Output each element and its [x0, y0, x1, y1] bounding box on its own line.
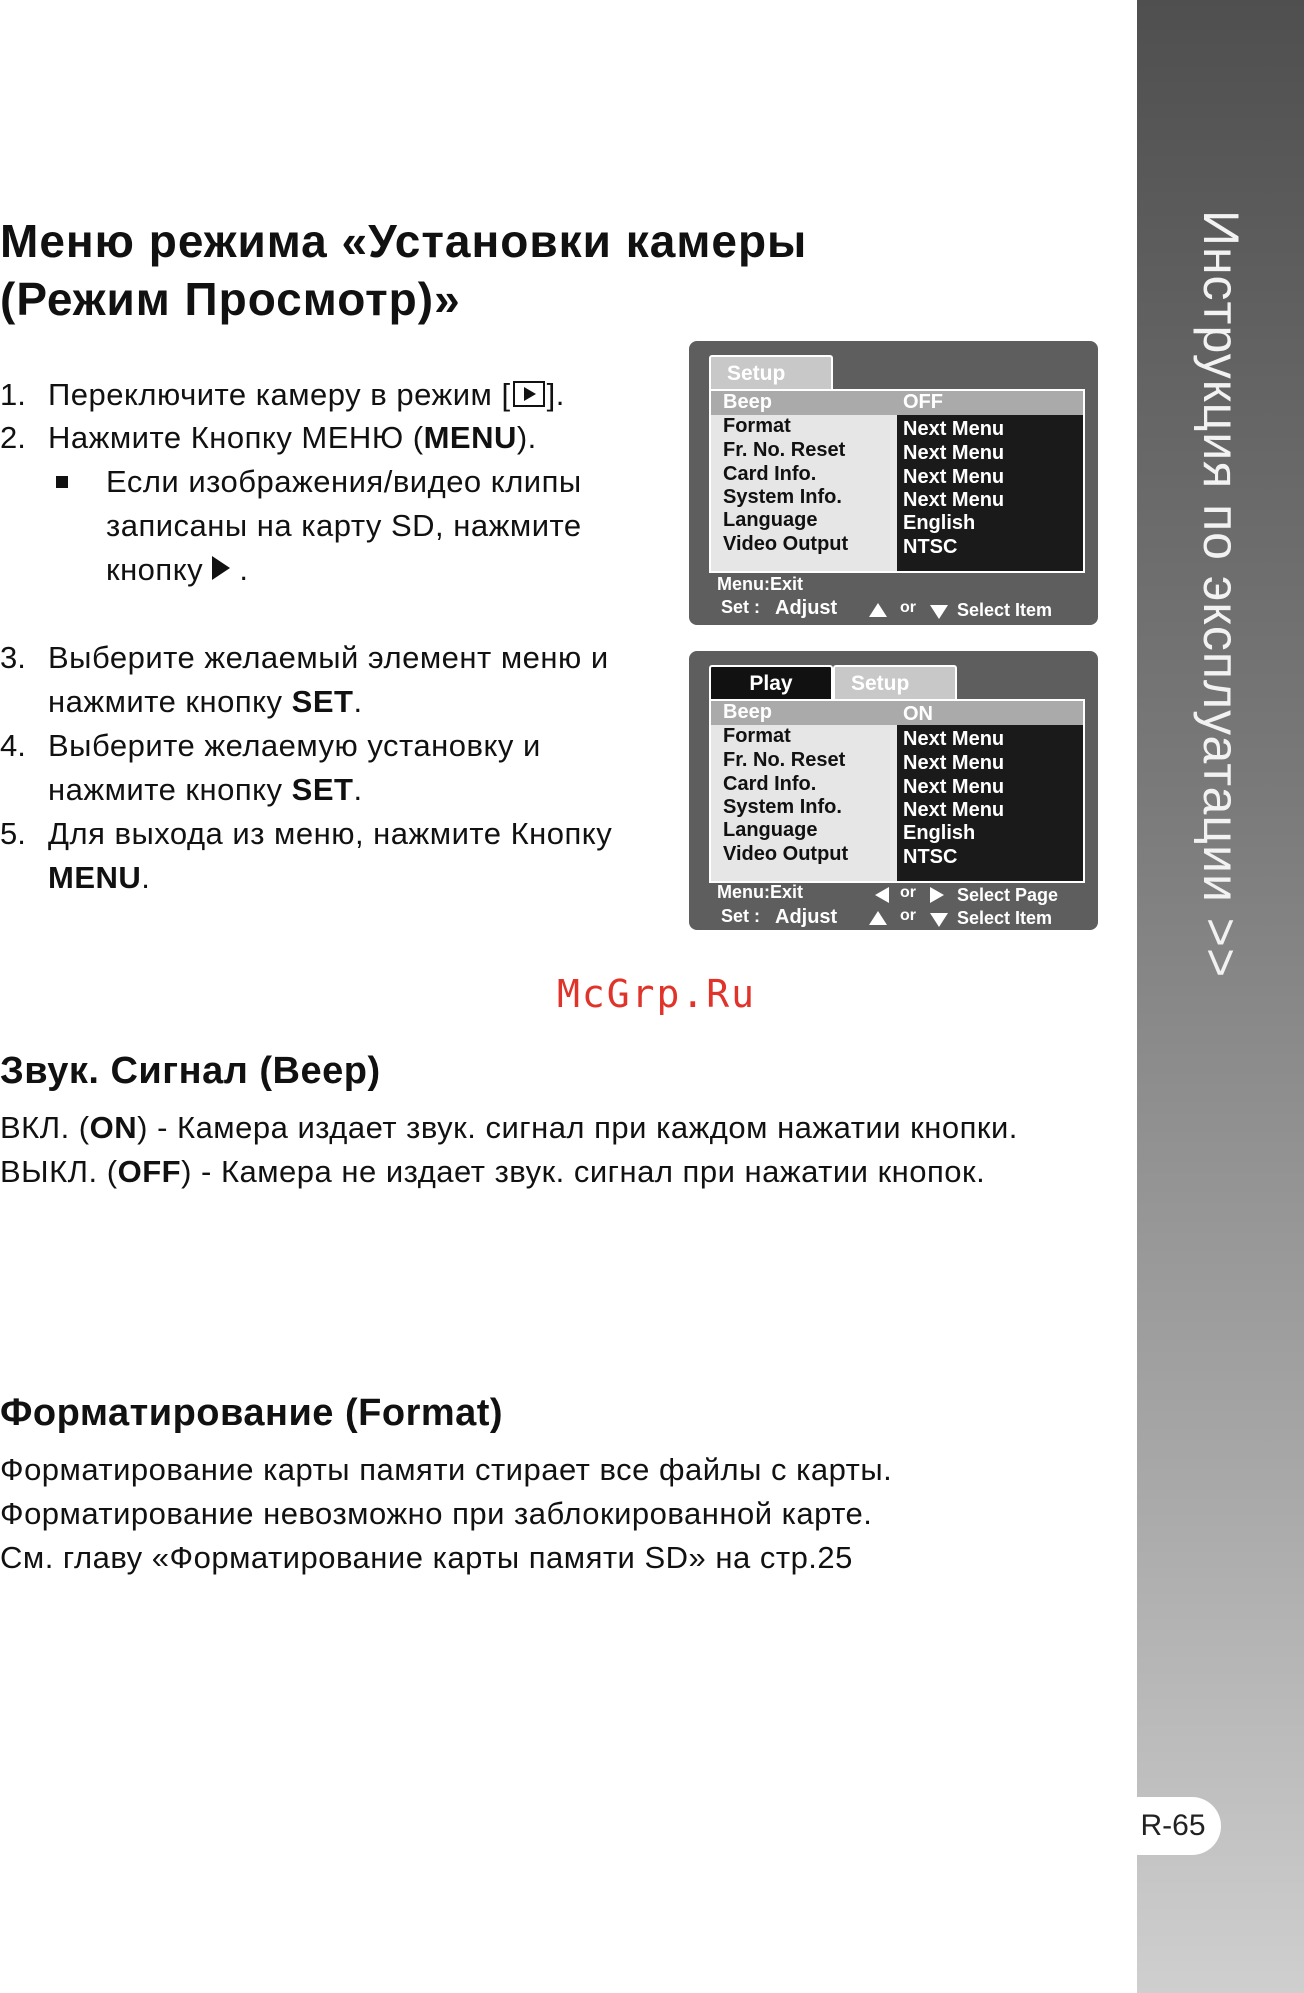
menu-row-label: System Info. [723, 796, 842, 818]
step-5-number: 5. [0, 816, 26, 851]
menu-row-label: Beep [723, 701, 772, 723]
step-3-after: . [353, 684, 363, 719]
tab-setup: Setup [833, 665, 957, 699]
beep-on-desc: ) - Камера издает звук. сигнал при каждом нажатии кнопки. [137, 1110, 1018, 1145]
step-4-line-2 [48, 768, 363, 812]
footer-or: or [900, 599, 916, 616]
step-4-bold: SET [291, 772, 354, 807]
step-4-text: нажмите кнопку [48, 772, 292, 807]
step-2-text-after: ). [516, 420, 537, 455]
playback-mode-icon [513, 381, 545, 407]
bullet-line-3-text: кнопку [106, 552, 204, 587]
menu-row-label: Language [723, 819, 818, 841]
right-arrow-icon [930, 887, 944, 903]
footer-adjust: Adjust [775, 906, 838, 928]
beep-on-line [0, 1106, 1018, 1150]
menu-row-value: Next Menu [903, 418, 1005, 440]
menu-row-value: Next Menu [903, 776, 1005, 798]
step-2-text: Нажмите Кнопку МЕНЮ ( [48, 420, 424, 455]
menu-row-label: Card Info. [723, 773, 817, 795]
beep-on-bold: ON [89, 1110, 138, 1145]
step-3-line-2 [48, 680, 363, 724]
beep-off-desc: ) - Камера не издает звук. сигнал при нажатии кнопок. [181, 1154, 986, 1189]
footer-adjust: Adjust [775, 597, 838, 619]
footer-select-item: Select Item [957, 908, 1053, 928]
step-2-number: 2. [0, 420, 26, 455]
down-arrow-icon [930, 605, 948, 619]
bullet-line-2: записаны на карту SD, нажмите [106, 508, 582, 543]
menu-row-value: Next Menu [903, 442, 1005, 464]
step-4-line-1: Выберите желаемую установку и [48, 728, 541, 763]
menu-row-label: Format [723, 725, 791, 747]
beep-off-bold: OFF [117, 1154, 182, 1189]
step-5-bold: MENU [48, 860, 142, 895]
title-line-2: (Режим Просмотр)» [0, 273, 461, 325]
down-arrow-icon [930, 913, 948, 927]
step-1-text-after: ]. [546, 377, 565, 412]
title-line-1: Меню режима «Установки камеры [0, 215, 808, 267]
sidebar-title: Инструкция по эксплуатации >> [1193, 210, 1249, 979]
menu-row-value: ON [903, 703, 933, 725]
menu-row-label: Video Output [723, 843, 849, 865]
menu-row-label: Video Output [723, 533, 849, 555]
footer-exit: Menu:Exit [717, 574, 804, 594]
footer-set: Set : [721, 597, 761, 617]
step-3-text: нажмите кнопку [48, 684, 292, 719]
beep-on-text: ВКЛ. ( [0, 1110, 90, 1145]
footer-set: Set : [721, 906, 761, 926]
footer-or: or [900, 907, 916, 924]
menu-row-value: Next Menu [903, 489, 1005, 511]
menu-row-value: Next Menu [903, 728, 1005, 750]
watermark: McGrp.Ru [557, 972, 757, 1016]
menu-row-value: Next Menu [903, 466, 1005, 488]
step-5-after: . [141, 860, 151, 895]
camera-menu-screen-1 [689, 341, 1098, 625]
menu-row-value: English [903, 512, 976, 534]
footer-or: or [900, 884, 916, 901]
menu-row-label: System Info. [723, 486, 842, 508]
section-beep-title: Звук. Сигнал (Beep) [0, 1050, 381, 1092]
footer-select-item: Select Item [957, 600, 1053, 620]
step-5-line-2 [48, 856, 150, 900]
step-3-number: 3. [0, 640, 26, 675]
menu-panel [709, 699, 1085, 883]
step-3-bold: SET [291, 684, 354, 719]
up-arrow-icon [869, 603, 887, 617]
footer-select-page: Select Page [957, 885, 1059, 905]
menu-row-value: OFF [903, 391, 943, 413]
step-1 [48, 373, 565, 417]
menu-row-label: Fr. No. Reset [723, 749, 846, 771]
menu-row-label: Language [723, 509, 818, 531]
menu-row-value: English [903, 822, 976, 844]
step-1-number: 1. [0, 377, 26, 412]
page-number: R-65 [1125, 1797, 1221, 1855]
tab-setup: Setup [709, 355, 833, 389]
menu-row-label: Beep [723, 391, 772, 413]
left-arrow-icon [875, 887, 889, 903]
step-2 [48, 416, 537, 460]
menu-row-value: Next Menu [903, 799, 1005, 821]
bullet-square [56, 476, 68, 488]
menu-panel [709, 389, 1085, 573]
section-setup-title [0, 212, 807, 328]
step-4-after: . [353, 772, 363, 807]
step-2-bold: MENU [423, 420, 517, 455]
step-4-number: 4. [0, 728, 26, 763]
section-format-title: Форматирование (Format) [0, 1392, 504, 1434]
beep-off-line [0, 1150, 985, 1194]
up-arrow-icon [869, 911, 887, 925]
beep-off-text: ВЫКЛ. ( [0, 1154, 118, 1189]
step-1-text: Переключите камеру в режим [ [48, 377, 511, 412]
bullet-line-1: Если изображения/видео клипы [106, 464, 582, 499]
menu-row-label: Format [723, 415, 791, 437]
menu-row-label: Card Info. [723, 463, 817, 485]
menu-row-value: NTSC [903, 846, 958, 868]
step-5-line-1: Для выхода из меню, нажмите Кнопку [48, 816, 613, 851]
bullet-line-3-after: . [239, 552, 249, 587]
step-3-line-1: Выберите желаемый элемент меню и [48, 640, 609, 675]
menu-row-label: Fr. No. Reset [723, 439, 846, 461]
menu-row-value: Next Menu [903, 752, 1005, 774]
right-arrow-icon [212, 556, 230, 580]
format-line-3: См. главу «Форматирование карты памяти SD» на стр.25 [0, 1540, 853, 1575]
footer-exit: Menu:Exit [717, 882, 804, 902]
format-line-1: Форматирование карты памяти стирает все файлы с карты. [0, 1452, 893, 1487]
camera-menu-screen-2 [689, 651, 1098, 930]
tab-play: Play [709, 665, 833, 699]
format-line-2: Форматирование невозможно при заблокированной карте. [0, 1496, 873, 1531]
menu-row-value: NTSC [903, 536, 958, 558]
bullet-line-3 [106, 548, 249, 592]
